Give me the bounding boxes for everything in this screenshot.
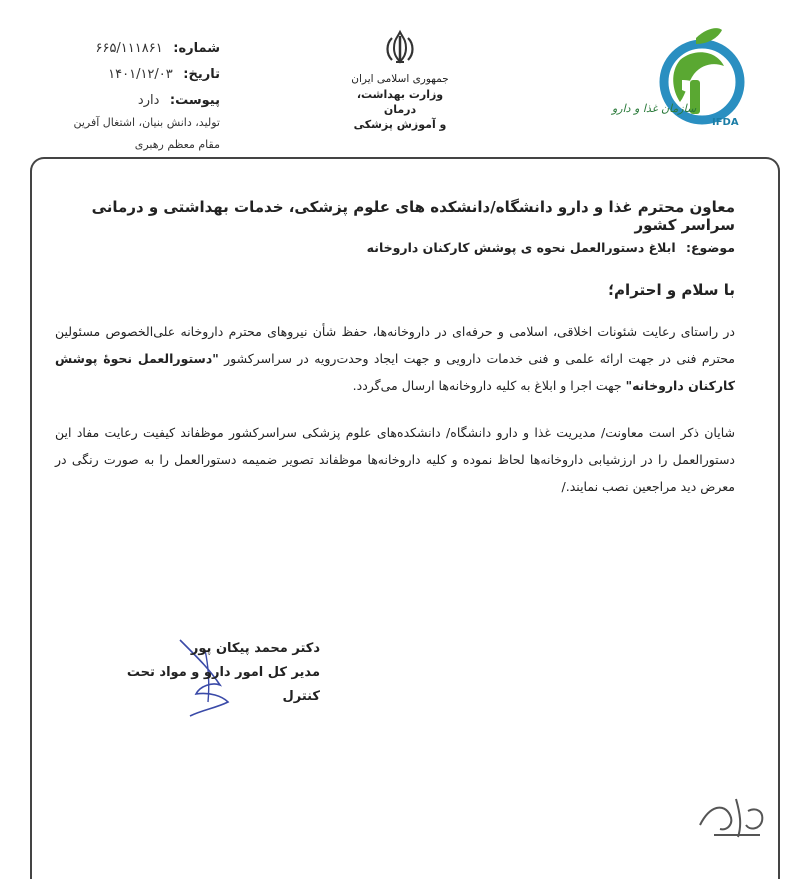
ministry-line-1: جمهوری اسلامی ایران bbox=[351, 73, 449, 85]
paragraph-1-text: در راستای رعایت شئونات اخلاقی، اسلامی و حرفه‌ای در داروخانه‌ها، حفظ شأن نیروهای محترم داروخانه علی‌الخصوص مسئولین محترم فنی در جهت ارائه علمی و فنی خدمات دارویی و جهت ایجاد وحدت‌رویه در سراسرکشور bbox=[55, 324, 736, 366]
attachment-label: پیوست: bbox=[169, 93, 220, 108]
recipient: معاون محترم غذا و دارو دانشگاه/دانشکده های علوم پزشکی، خدمات بهداشتی و درمانی سراسر کشور bbox=[91, 198, 735, 234]
date-value: ۱۴۰۱/۱۲/۰۳ bbox=[108, 67, 173, 82]
signer-name: دکتر محمد پیکان پور bbox=[190, 641, 320, 656]
paragraph-2: شایان ذکر است معاونت/ مدیریت غذا و دارو دانشگاه/ دانشکده‌های علوم پزشکی سراسرکشور موظفاند کیفیت رعایت مفاد این دستورالعمل را در ارزشیابی داروخانه‌ها لحاظ نموده و کلیه داروخانه‌ها موظفاند تصویر ضمیمه دستورالعمل را به صورت رنگی در معرض دید مراجعین نصب نمایند./ bbox=[55, 425, 735, 494]
subject-line bbox=[55, 240, 735, 255]
date-row bbox=[60, 62, 220, 88]
attachment-row bbox=[60, 88, 220, 114]
number-label: شماره: bbox=[173, 41, 220, 56]
iran-emblem-icon bbox=[380, 28, 420, 68]
subject-label: موضوع: bbox=[685, 240, 735, 255]
letter-frame bbox=[30, 157, 780, 879]
paragraph-1 bbox=[55, 318, 735, 399]
number-row bbox=[60, 36, 220, 62]
letter-meta bbox=[60, 36, 220, 114]
greeting: با سلام و احترام؛ bbox=[608, 281, 735, 299]
letter-header bbox=[0, 0, 791, 160]
signature-block bbox=[100, 637, 320, 709]
fda-abbr: IFDA bbox=[712, 117, 739, 128]
paragraph-1-tail: جهت اجرا و ابلاغ به کلیه داروخانه‌ها ارسال می‌گردد. bbox=[352, 378, 622, 393]
watermark-logo-icon bbox=[690, 785, 780, 845]
number-value: ۶۶۵/۱۱۱۸۶۱ bbox=[95, 41, 163, 56]
date-label: تاریخ: bbox=[183, 67, 220, 82]
ministry-line-3: و آموزش پزشکی bbox=[353, 118, 447, 131]
ministry-line-2: وزارت بهداشت، درمان bbox=[356, 88, 444, 116]
slogan bbox=[40, 112, 220, 156]
signer-title: مدیر کل امور دارو و مواد تحت کنترل bbox=[126, 665, 320, 704]
fda-name: سازمان غذا و دارو bbox=[612, 102, 697, 115]
slogan-line-2: مقام معظم رهبری bbox=[134, 138, 220, 151]
ministry-block bbox=[340, 28, 460, 132]
instruction-title: "دستورالعمل نحوهٔ پوشش کارکنان داروخانه" bbox=[55, 351, 735, 393]
slogan-line-1: تولید، دانش بنیان، اشتغال آفرین bbox=[73, 116, 220, 129]
attachment-value: دارد bbox=[137, 93, 160, 108]
subject-text: ابلاغ دستورالعمل نحوه ی پوشش کارکنان داروخانه bbox=[366, 240, 676, 255]
